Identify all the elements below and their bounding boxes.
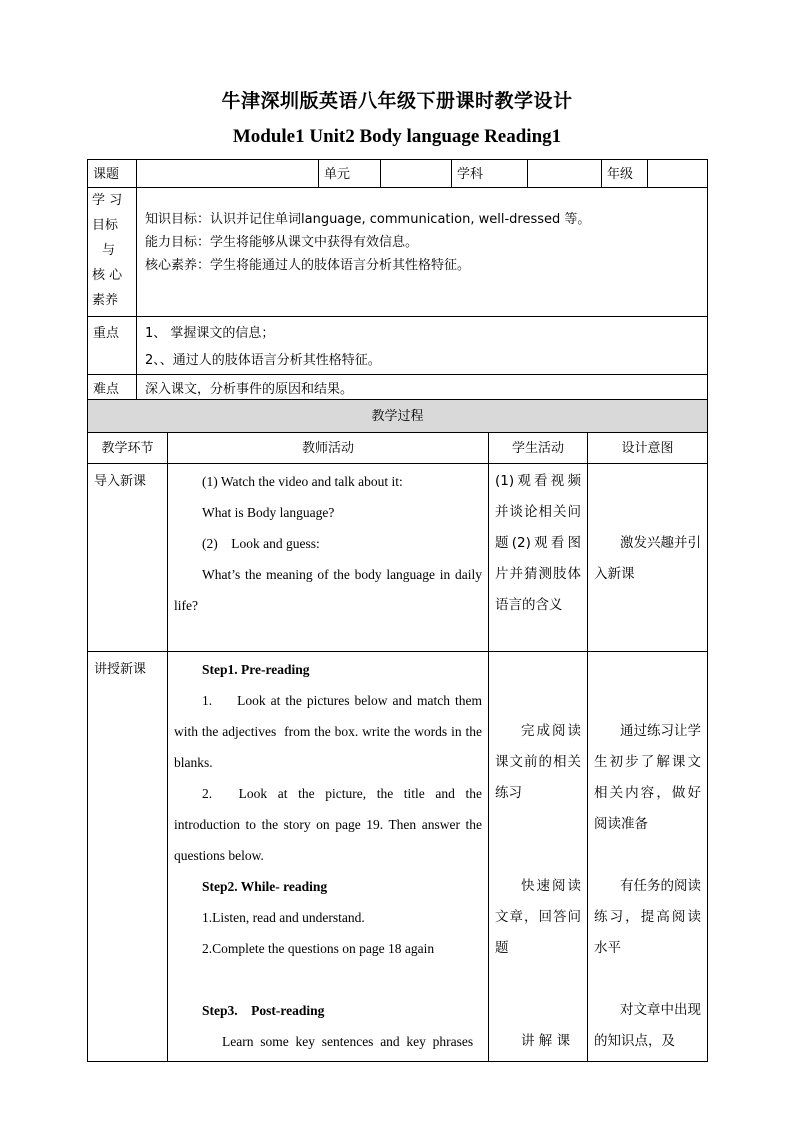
grade-value[interactable]: [648, 160, 708, 188]
difficulty-label: 难点: [88, 375, 137, 403]
objectives-label-line: 学 习: [92, 193, 123, 208]
teaching-design-intent: [588, 652, 708, 1062]
student-activity-3: 讲 解 课: [521, 1033, 571, 1049]
intro-teacher-line: (1) Watch the video and talk about it:: [202, 474, 403, 489]
document-subtitle: Module1 Unit2 Body language Reading1: [232, 126, 562, 147]
intro-teacher-line: What’s the meaning of the body language in daily life?: [174, 567, 482, 613]
key-point-item: 1、 掌握课文的信息；: [145, 326, 275, 341]
student-activity-2: 快速阅读文章，回答问题: [495, 878, 581, 956]
design-intent-1: 通过练习让学生初步了解课文相关内容，做好阅读准备: [594, 723, 702, 832]
objectives-label: [88, 188, 137, 317]
key-point-item: 2、、通过人的肢体语言分析其性格特征。: [145, 353, 381, 368]
teaching-stage: 讲授新课: [88, 652, 168, 1062]
intro-stage: 导入新课: [88, 464, 168, 652]
intro-teacher-line: (2) Look and guess:: [202, 536, 320, 551]
document-title: 牛津深圳版英语八年级下册课时教学设计: [221, 90, 573, 112]
design-intent-3: 对文章中出现的知识点，及: [594, 1002, 702, 1049]
objectives-label-line: 目标: [92, 218, 119, 233]
step2-title: Step2. While- reading: [202, 879, 328, 894]
objectives-label-line: 与: [102, 243, 116, 258]
col-intent-header: 设计意图: [588, 433, 708, 464]
step1-item: 1. Look at the pictures below and match them with the adjectives from the box. write the words in the blanks.: [174, 693, 486, 770]
col-student-header: 学生活动: [489, 433, 588, 464]
teaching-process-table: [87, 399, 708, 1062]
key-points-label: 重点: [88, 317, 137, 375]
knowledge-objective: 知识目标：认识并记住单词language, communication, well-dressed 等。: [145, 212, 591, 227]
student-activity-1: 完成阅读课文前的相关练习: [495, 723, 581, 801]
col-stage-header: 教学环节: [88, 433, 168, 464]
unit-value[interactable]: [381, 160, 452, 188]
intro-design-intent: 激发兴趣并引入新课: [588, 464, 708, 652]
intro-teacher-activity: [168, 464, 489, 652]
lesson-info-table: [87, 159, 708, 403]
objectives-content: [137, 188, 708, 317]
teaching-teacher-activity: [168, 652, 489, 1062]
objectives-label-line: 素养: [92, 293, 119, 308]
difficulty-text: 深入课文，分析事件的原因和结果。: [137, 375, 708, 403]
objectives-label-line: 核 心: [92, 268, 123, 283]
step3-title: Step3. Post-reading: [202, 1003, 325, 1018]
teaching-student-activity: [489, 652, 588, 1062]
intro-teacher-line: What is Body language?: [202, 505, 335, 520]
key-points-content: [137, 317, 708, 375]
topic-label: 课题: [88, 160, 137, 188]
topic-value[interactable]: [137, 160, 319, 188]
subject-label: 学科: [452, 160, 528, 188]
step2-item: 2.Complete the questions on page 18 again: [202, 941, 435, 956]
unit-label: 单元: [319, 160, 381, 188]
ability-objective: 能力目标：学生将能够从课文中获得有效信息。: [145, 235, 419, 250]
step1-item: 2. Look at the picture, the title and the introduction to the story on page 19. Then answer the questions below.: [174, 786, 486, 863]
col-teacher-header: 教师活动: [168, 433, 489, 464]
intro-student-activity: (1)观看视频并谈论相关问题(2)观看图片并猜测肢体语言的含义: [489, 464, 588, 652]
literacy-objective: 核心素养：学生将能通过人的肢体语言分析其性格特征。: [145, 258, 471, 273]
design-intent-2: 有任务的阅读练习，提高阅读水平: [594, 878, 702, 956]
process-heading: 教学过程: [88, 400, 708, 433]
step1-title: Step1. Pre-reading: [202, 662, 310, 677]
grade-label: 年级: [602, 160, 648, 188]
step2-item: 1.Listen, read and understand.: [202, 910, 365, 925]
subject-value[interactable]: [528, 160, 602, 188]
step3-item: Learn some key sentences and key phrases: [222, 1034, 474, 1049]
